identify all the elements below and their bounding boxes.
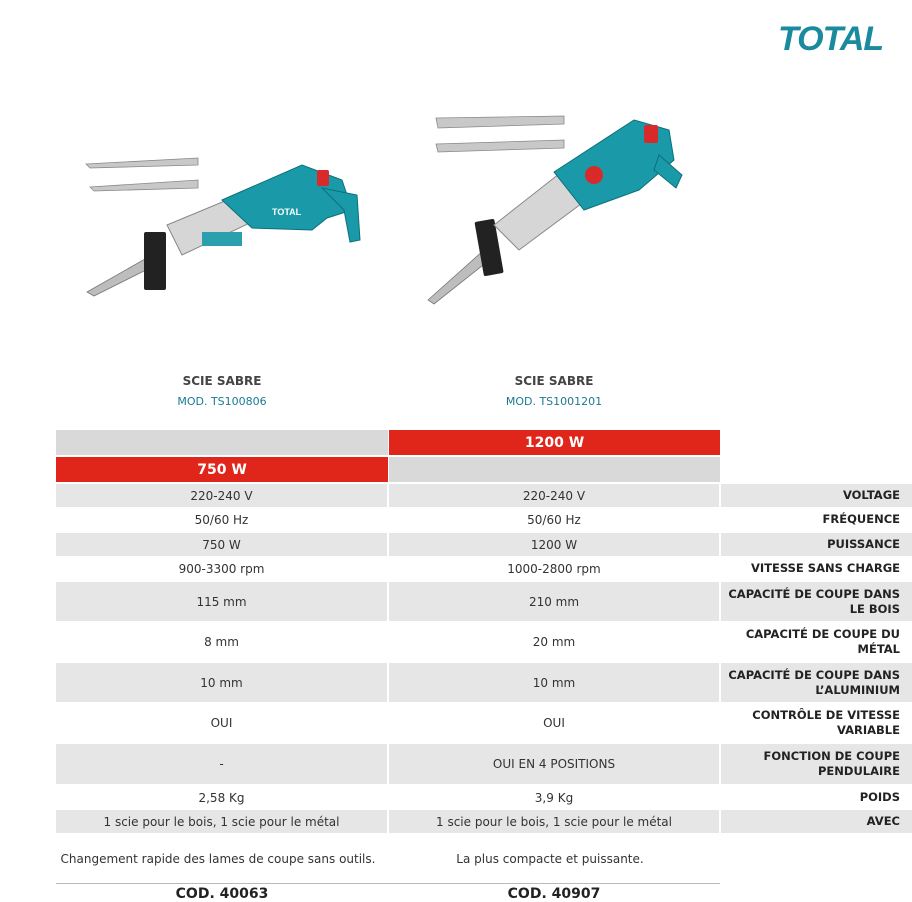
divider	[56, 883, 720, 884]
spec-label: POIDS	[859, 790, 900, 804]
product-2-power-badge: 1200 W	[389, 430, 720, 455]
header-blank-2	[389, 457, 720, 482]
spec-label-line-2: PENDULAIRE	[817, 764, 900, 778]
svg-text:TOTAL: TOTAL	[272, 207, 302, 217]
spec-value-product-2: 1200 W	[389, 533, 719, 556]
total-logo	[778, 20, 908, 56]
spec-value-product-1: OUI	[210, 716, 233, 730]
spec-label	[721, 582, 912, 621]
spec-label-text	[728, 587, 900, 617]
spec-label-line-1: CAPACITÉ DE COUPE DANS	[728, 667, 900, 682]
spec-value-product-1: 50/60 Hz	[194, 512, 249, 527]
spec-value-product-2: 50/60 Hz	[527, 512, 581, 527]
spec-value-product-2: 3,9 Kg	[534, 790, 574, 805]
svg-text:TOTAL: TOTAL	[778, 20, 884, 56]
spare-blade-icon	[86, 158, 198, 191]
spec-value-product-1: 2,58 Kg	[198, 790, 245, 805]
spec-value-product-2: OUI	[543, 716, 565, 730]
spec-value-product-1: 10 mm	[56, 663, 387, 702]
reciprocating-saw-image-2	[424, 100, 689, 305]
spec-value-product-1: 1 scie pour le bois, 1 scie pour le métal	[56, 810, 387, 833]
spec-label	[721, 663, 912, 702]
spec-label-line-2: L’ALUMINIUM	[815, 682, 900, 697]
header-blank-1	[56, 430, 388, 455]
spec-label-text	[752, 708, 900, 738]
spec-value-product-1: 900-3300 rpm	[178, 561, 265, 576]
spec-value-product-2: 1 scie pour le bois, 1 scie pour le métal	[389, 810, 719, 833]
spec-value-product-2: 210 mm	[389, 582, 719, 621]
spec-label: FRÉQUENCE	[822, 512, 900, 526]
spec-label-text	[764, 749, 900, 779]
spec-label: AVEC	[721, 810, 912, 833]
product-2-cod: COD. 40907	[507, 886, 601, 902]
spec-label: VOLTAGE	[721, 484, 912, 507]
spec-label: PUISSANCE	[721, 533, 912, 556]
product-1-title: SCIE SABRE	[182, 374, 262, 388]
spec-label-line-1: FONCTION DE COUPE	[763, 749, 900, 763]
product-2-note: La plus compacte et puissante.	[456, 852, 644, 866]
spec-value-product-2: OUI EN 4 POSITIONS	[389, 744, 719, 784]
product-1-model: MOD. TS100806	[177, 395, 267, 408]
spec-label-line-1: CAPACITÉ DE COUPE DU	[745, 627, 900, 641]
product-1-note: Changement rapide des lames de coupe sans outils.	[60, 852, 376, 866]
spec-value-product-1: 115 mm	[56, 582, 387, 621]
spec-value-product-1: 8 mm	[204, 635, 239, 649]
spec-label-line-1: CONTRÔLE DE VITESSE	[752, 708, 900, 722]
spec-label-line-2: MÉTAL	[857, 642, 900, 656]
spare-blade-icon	[436, 116, 564, 152]
product-1-cod: COD. 40063	[175, 886, 269, 902]
spec-label-line-2: LE BOIS	[849, 601, 900, 616]
product-2-model: MOD. TS1001201	[505, 395, 603, 408]
reciprocating-saw-image-1	[82, 140, 367, 305]
spec-label	[721, 744, 912, 784]
spec-value-product-2: 1000-2800 rpm	[507, 561, 601, 576]
spec-label	[721, 623, 912, 661]
spec-label	[721, 704, 912, 742]
spec-value-product-1: -	[56, 744, 387, 784]
product-1-power-badge: 750 W	[56, 457, 388, 482]
spec-label: VITESSE SANS CHARGE	[751, 561, 900, 575]
spec-value-product-2: 220-240 V	[389, 484, 719, 507]
spec-label-text	[728, 668, 900, 698]
spec-value-product-2: 10 mm	[389, 663, 719, 702]
product-2-title: SCIE SABRE	[514, 374, 594, 388]
spec-label-line-1: CAPACITÉ DE COUPE DANS	[728, 586, 900, 601]
spec-value-product-1: 750 W	[56, 533, 387, 556]
spec-value-product-2: 20 mm	[532, 635, 576, 649]
spec-label-text	[746, 627, 900, 657]
spec-value-product-1: 220-240 V	[56, 484, 387, 507]
spec-label-line-2: VARIABLE	[836, 723, 900, 737]
